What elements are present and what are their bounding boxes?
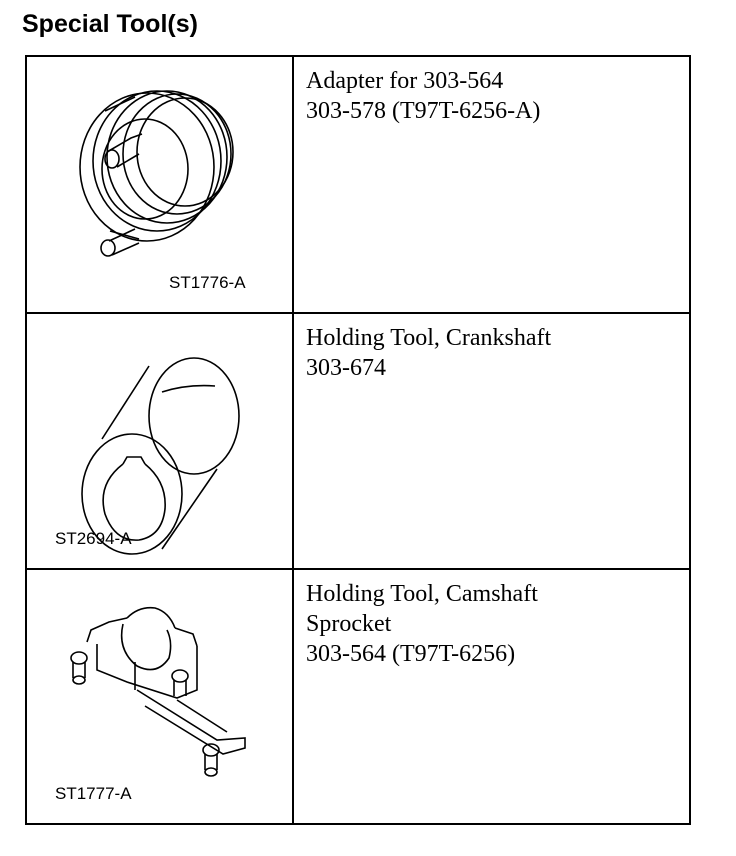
- tool-name: Holding Tool, Crankshaft: [306, 325, 552, 351]
- tool-name: Holding Tool, Camshaft: [306, 581, 538, 607]
- special-tools-table: [25, 55, 691, 825]
- tool-description-cell: [294, 570, 689, 823]
- tool-code: ST1776-A: [169, 273, 246, 292]
- tool-code: ST2694-A: [55, 529, 132, 548]
- tool-code: ST1777-A: [55, 784, 132, 803]
- tool-part-number: 303-578 (T97T-6256-A): [306, 98, 541, 124]
- tool-image-cell: [27, 314, 294, 568]
- table-row: [27, 314, 689, 570]
- table-row: [27, 57, 689, 314]
- tool-description-cell: [294, 314, 689, 568]
- tool-name-continued: Sprocket: [306, 611, 392, 637]
- tool-part-number: 303-564 (T97T-6256): [306, 641, 516, 667]
- tool-image-cell: [27, 57, 294, 312]
- table-row: [27, 570, 689, 823]
- adapter-pulley-icon: [27, 57, 292, 312]
- tool-part-number: 303-674: [306, 355, 386, 381]
- tool-name: Adapter for 303-564: [306, 68, 504, 94]
- tool-description-cell: [294, 57, 689, 312]
- page-title: Special Tool(s): [22, 10, 198, 38]
- tool-image-cell: [27, 570, 294, 823]
